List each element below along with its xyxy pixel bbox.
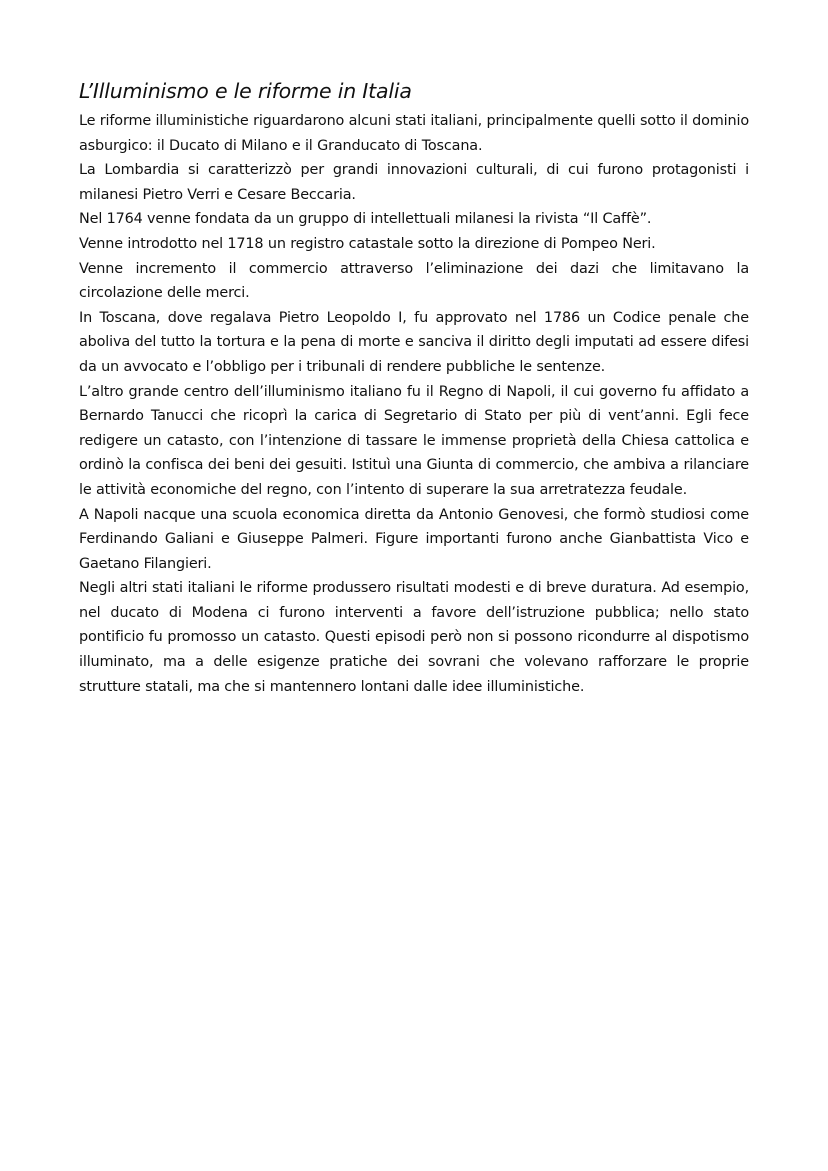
paragraph-commerce: Venne incremento il commercio attraverso l’eliminazione dei dazi che limitavano la circolazione delle merci.	[79, 260, 749, 302]
document-body	[79, 109, 749, 699]
paragraph-land-registry: Venne introdotto nel 1718 un registro catastale sotto la direzione di Pompeo Neri.	[79, 235, 656, 252]
paragraph-naples: L’altro grande centro dell’illuminismo italiano fu il Regno di Napoli, il cui governo fu affidato a Bernardo Tanucci che ricoprì la carica di Segretario di Stato per più di vent’anni. Egli fece redigere un catasto, con l’intenzione di tassare le immense proprietà della Chiesa cattolica e ordinò la confisca dei beni dei gesuiti. Istituì una Giunta di commercio, che ambiva a rilanciare le attività economiche del regno, con l’intento di superare la sua arretratezza feudale.	[79, 383, 749, 498]
page-title: L’Illuminismo e le riforme in Italia	[79, 79, 412, 103]
paragraph-tuscany: In Toscana, dove regalava Pietro Leopoldo I, fu approvato nel 1786 un Codice penale che aboliva del tutto la tortura e la pena di morte e sanciva il diritto degli imputati ad essere difesi da un avvocato e l’obbligo per i tribunali di rendere pubbliche le sentenze.	[79, 309, 749, 375]
paragraph-other-states: Negli altri stati italiani le riforme produssero risultati modesti e di breve duratura. Ad esempio, nel ducato di Modena ci furono interventi a favore dell’istruzione pubblica; nello stato pontificio fu promosso un catasto. Questi episodi però non si possono ricondurre al dispotismo illuminato, ma a delle esigenze pratiche dei sovrani che volevano rafforzare le proprie strutture statali, ma che si mantennero lontani dalle idee illuministiche.	[79, 580, 749, 695]
paragraph-il-caffe: Nel 1764 venne fondata da un gruppo di intellettuali milanesi la rivista “Il Caffè”.	[79, 211, 652, 228]
paragraph-lombardy: La Lombardia si caratterizzò per grandi innovazioni culturali, di cui furono protagonisti i milanesi Pietro Verri e Cesare Beccaria.	[79, 162, 749, 203]
paragraph-habsburg-reforms: Le riforme illuministiche riguardarono alcuni stati italiani, principalmente quelli sotto il dominio asburgico: il Ducato di Milano e il Granducato di Toscana.	[79, 113, 749, 154]
paragraph-economic-school: A Napoli nacque una scuola economica diretta da Antonio Genovesi, che formò studiosi come Ferdinando Galiani e Giuseppe Palmeri. Figure importanti furono anche Gianbattista Vico e Gaetano Filangieri.	[79, 506, 749, 572]
document-page	[79, 78, 749, 699]
